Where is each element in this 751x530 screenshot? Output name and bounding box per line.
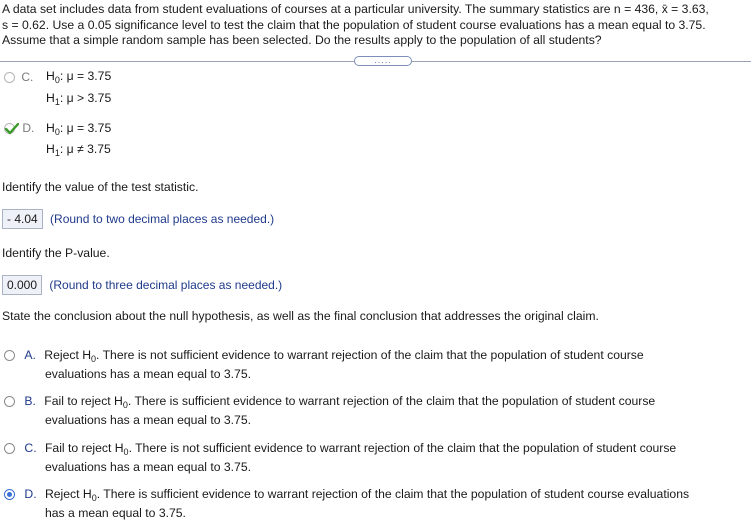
choice-letter: C.: [24, 441, 37, 455]
radio-button-icon[interactable]: [4, 443, 15, 454]
test-statistic-prompt: Identify the value of the test statistic.: [2, 180, 199, 194]
conclusion-prompt: State the conclusion about the null hypothesis, as well as the final conclusion that addresses the original claim.: [2, 309, 599, 323]
problem-statement: [2, 2, 750, 49]
choice-letter: D.: [24, 487, 37, 501]
problem-line-2: s = 0.62. Use a 0.05 significance level to test the claim that the population of student course evaluations has a mean equal to 3.75.: [2, 17, 706, 32]
choice-b-line-2: evaluations has a mean equal to 3.75.: [45, 413, 251, 427]
hypothesis-option-c[interactable]: [4, 70, 33, 84]
problem-line-1: A data set includes data from student evaluations of courses at a particular university. The summary statistics are n = 436, x̄ = 3.63,: [2, 2, 709, 16]
p-value-answer[interactable]: 0.000: [2, 275, 42, 295]
p-value-row: [2, 275, 282, 295]
hypothesis-d-alt: $H_1$: μ ≠ 3.75: [46, 142, 111, 158]
radio-button-icon[interactable]: [4, 72, 15, 83]
choice-letter: B.: [24, 394, 36, 408]
option-letter: D.: [22, 121, 35, 135]
conclusion-choice-b[interactable]: B. Fail to reject $H_0$. There is sufficient evidence to warrant rejection of the claim that the population of student course evaluations has a mean equal to 3.75.: [4, 392, 749, 430]
test-statistic-hint: (Round to two decimal places as needed.): [50, 212, 275, 226]
problem-line-3: Assume that a simple random sample has been selected. Do the results apply to the population of all students?: [2, 33, 602, 47]
radio-button-icon[interactable]: [4, 350, 15, 361]
correct-check-icon: [4, 123, 18, 135]
choice-letter: A.: [24, 348, 36, 362]
p-value-hint: (Round to three decimal places as needed.): [49, 278, 283, 292]
hypothesis-option-d[interactable]: [4, 121, 34, 135]
conclusion-choice-d[interactable]: D. Reject $H_0$. There is sufficient evidence to warrant rejection of the claim that the population of student course evaluations has a mean equal to 3.75.: [4, 485, 749, 523]
test-statistic-answer[interactable]: - 4.04: [2, 209, 43, 229]
p-value-prompt: Identify the P-value.: [2, 246, 110, 260]
expand-more-button[interactable]: .....: [354, 56, 412, 66]
hypothesis-c-null: $H_0$: μ = 3.75: [46, 69, 112, 85]
hypothesis-d-null: $H_0$: μ = 3.75: [46, 121, 112, 137]
conclusion-choice-c[interactable]: C. Fail to reject $H_0$. There is not sufficient evidence to warrant rejection of the claim that the population of student course evaluations has a mean equal to 3.75.: [4, 439, 749, 477]
radio-button-icon[interactable]: [4, 396, 15, 407]
radio-button-selected-icon[interactable]: [4, 489, 15, 500]
conclusion-choice-a[interactable]: A. Reject $H_0$. There is not sufficient evidence to warrant rejection of the claim that the population of student course evaluations has a mean equal to 3.75.: [4, 346, 749, 384]
test-statistic-row: [2, 209, 274, 229]
choice-a-line-2: evaluations has a mean equal to 3.75.: [45, 367, 251, 381]
hypothesis-c-alt: $H_1$: μ > 3.75: [46, 91, 112, 107]
choice-c-line-2: evaluations has a mean equal to 3.75.: [45, 460, 251, 474]
choice-d-line-2: has a mean equal to 3.75.: [45, 506, 186, 520]
option-letter: C.: [21, 70, 34, 84]
